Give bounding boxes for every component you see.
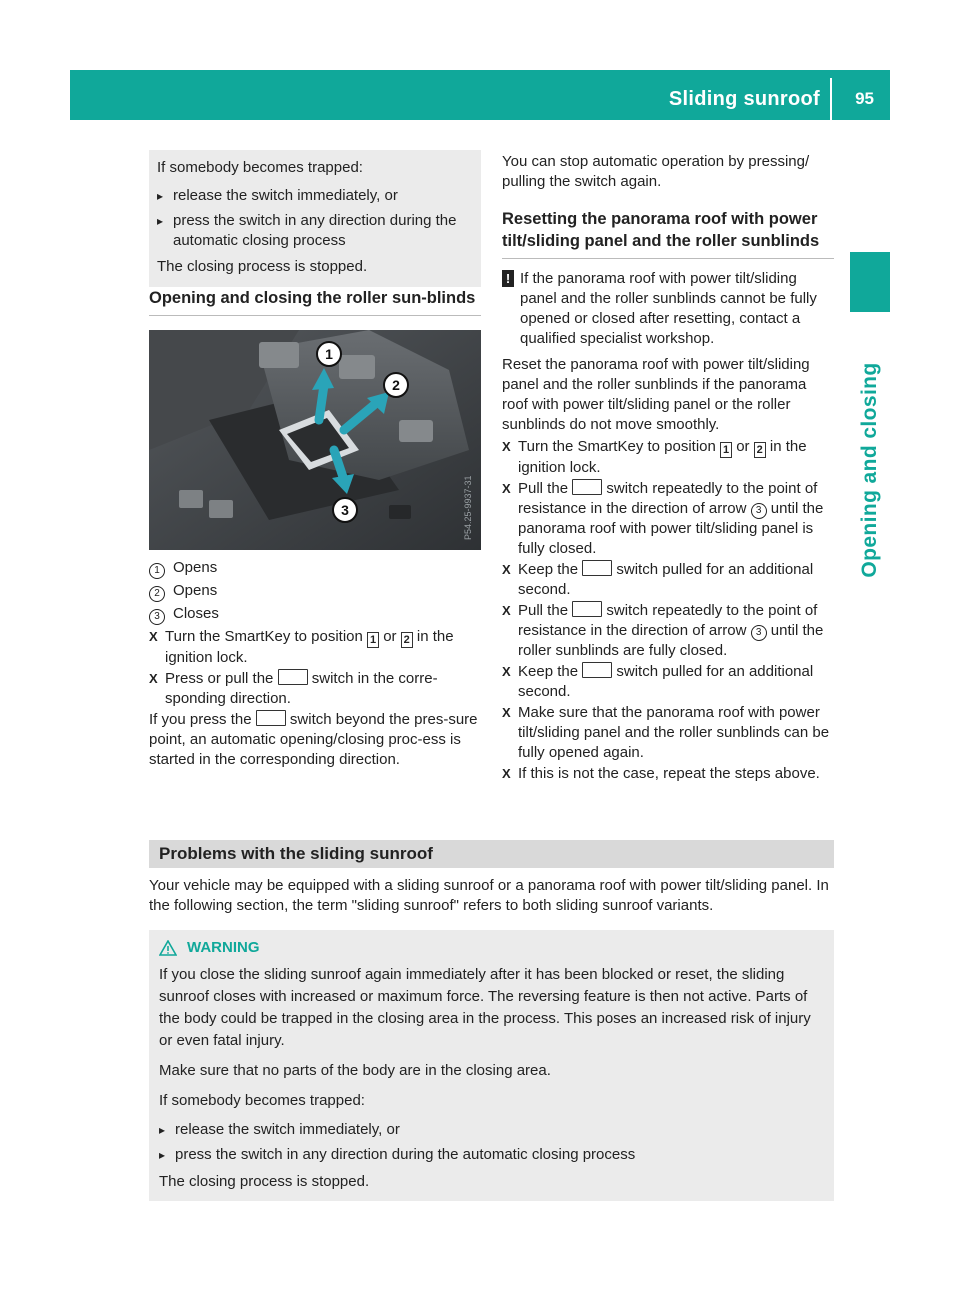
overhead-control-photo — [149, 330, 481, 550]
page-number: 95 — [855, 89, 874, 108]
side-tab — [850, 252, 890, 312]
auto-operation-paragraph: If you press the switch beyond the pres-sure point, an automatic opening/closing proc-ess is started in the corresponding direction. — [149, 711, 478, 768]
callout-legend — [149, 558, 481, 625]
warning-bullet: ▸ press the switch in any direction during the automatic closing process — [159, 1145, 826, 1165]
legend-label: Opens — [173, 582, 218, 599]
step-press-switch: X Press or pull the switch in the corre-sponding direction. — [149, 670, 438, 707]
left-column — [149, 150, 481, 772]
arrow-number: 3 — [751, 625, 767, 641]
box-bullet: ▸ release the switch immediately, or — [157, 186, 473, 206]
overhead-control-illustration — [149, 330, 481, 550]
stop-auto-paragraph: You can stop automatic operation by pressing/ pulling the switch again. — [502, 153, 810, 190]
step-arrow-icon: X — [502, 562, 511, 577]
step-arrow-icon: X — [502, 481, 511, 496]
key-position-box: 1 — [720, 442, 732, 458]
problems-section — [149, 840, 834, 1201]
step-arrow-icon: X — [502, 439, 511, 454]
step-arrow-icon: X — [502, 766, 511, 781]
step-arrow-icon: X — [502, 664, 511, 679]
problems-intro: Your vehicle may be equipped with a sliding sunroof or a panorama roof with power tilt/sliding panel. In the following section, the term "sliding sunroof" refers to both sliding sunroof variants. — [149, 877, 829, 914]
callout-2-label: 2 — [392, 377, 400, 393]
key-position-box: 2 — [754, 442, 766, 458]
page-header — [70, 70, 890, 120]
reset-step-7: X If this is not the case, repeat the steps above. — [502, 765, 820, 782]
section-heading-reset: Resetting the panorama roof with power tilt/sliding panel and the roller sunblinds — [502, 208, 834, 259]
switch-icon — [256, 710, 286, 726]
legend-label: Opens — [173, 559, 218, 576]
box-bullets — [157, 186, 473, 251]
legend-label: Closes — [173, 605, 219, 622]
right-column — [502, 152, 834, 785]
box-intro: If somebody becomes trapped: — [157, 159, 363, 176]
legend-number: 1 — [149, 563, 165, 579]
callout-3 — [333, 498, 357, 522]
warning-triangle-icon — [159, 940, 177, 956]
legend-number: 2 — [149, 586, 165, 602]
warning-box — [149, 930, 834, 1201]
reset-step-5: X Keep the switch pulled for an additional second. — [502, 663, 814, 700]
reset-paragraph: Reset the panorama roof with power tilt/sliding panel and the roller sunblinds if the panorama roof with power tilt/sliding panel or the roller sunblinds do not move smoothly. — [502, 356, 810, 433]
box-bullet: ▸ press the switch in any direction during the automatic closing process — [157, 211, 473, 251]
reset-step-4: X Pull the switch repeatedly to the point of resistance in the direction of arrow 3 until the roller sunblinds are fully closed. — [502, 602, 824, 659]
legend-row — [149, 604, 481, 625]
warning-p1: If you close the sliding sunroof again immediately after it has been blocked or reset, the sliding sunroof closes with increased or maximum force. The reversing feature is then not active. Parts of the body could be trapped in the closing area in the process. This poses an increased risk of injury or even fatal injury. — [159, 966, 811, 1049]
header-divider — [830, 78, 832, 120]
arrow-number: 3 — [751, 503, 767, 519]
trapped-info-box — [149, 150, 481, 287]
switch-icon — [572, 479, 602, 495]
step-arrow-icon: X — [149, 671, 158, 686]
reset-step-3: X Keep the switch pulled for an additional second. — [502, 561, 814, 598]
legend-row — [149, 558, 481, 579]
reset-step-6: X Make sure that the panorama roof with power tilt/sliding panel and the roller sunblinds can be fully opened again. — [502, 704, 830, 761]
section-heading-roller-sunblinds: Opening and closing the roller sun-blinds — [149, 287, 481, 316]
box-outro: The closing process is stopped. — [157, 258, 368, 275]
legend-row — [149, 581, 481, 602]
callout-1-label: 1 — [325, 346, 333, 362]
reset-step-1: X Turn the SmartKey to position 1 or 2 in the ignition lock. — [502, 438, 807, 476]
key-position-box: 2 — [401, 632, 413, 648]
legend-number: 3 — [149, 609, 165, 625]
side-label-text: Opening and closing — [858, 362, 881, 578]
step-turn-key: X Turn the SmartKey to position 1 or 2 in the ignition lock. — [149, 628, 454, 666]
step-arrow-icon: X — [149, 629, 158, 644]
switch-icon — [582, 560, 612, 576]
warning-bullets — [159, 1120, 826, 1165]
callout-3-label: 3 — [341, 502, 349, 518]
key-position-box: 1 — [367, 632, 379, 648]
switch-icon — [278, 669, 308, 685]
material-damage-note: ! If the panorama roof with power tilt/sliding panel and the roller sunblinds cannot be fully opened or closed after resetting, contact a qualified specialist workshop. — [502, 269, 834, 349]
switch-icon — [582, 662, 612, 678]
step-arrow-icon: X — [502, 705, 511, 720]
exclamation-icon: ! — [502, 270, 514, 287]
warning-p4: The closing process is stopped. — [159, 1173, 370, 1190]
problems-heading: Problems with the sliding sunroof — [149, 840, 834, 868]
warning-title: WARNING — [187, 939, 260, 956]
warning-p2: Make sure that no parts of the body are in the closing area. — [159, 1062, 551, 1079]
warning-p3: If somebody becomes trapped: — [159, 1092, 365, 1109]
warning-header — [159, 938, 826, 958]
switch-icon — [572, 601, 602, 617]
reset-step-2: X Pull the switch repeatedly to the point of resistance in the direction of arrow 3 until the panorama roof with power tilt/sliding panel is fully closed. — [502, 480, 824, 557]
callout-2 — [384, 373, 408, 397]
photo-code: P54.25-9937-31 — [463, 475, 473, 540]
callout-1 — [317, 342, 341, 366]
warning-bullet: ▸ release the switch immediately, or — [159, 1120, 826, 1140]
step-arrow-icon: X — [502, 603, 511, 618]
header-title: Sliding sunroof — [668, 88, 820, 110]
